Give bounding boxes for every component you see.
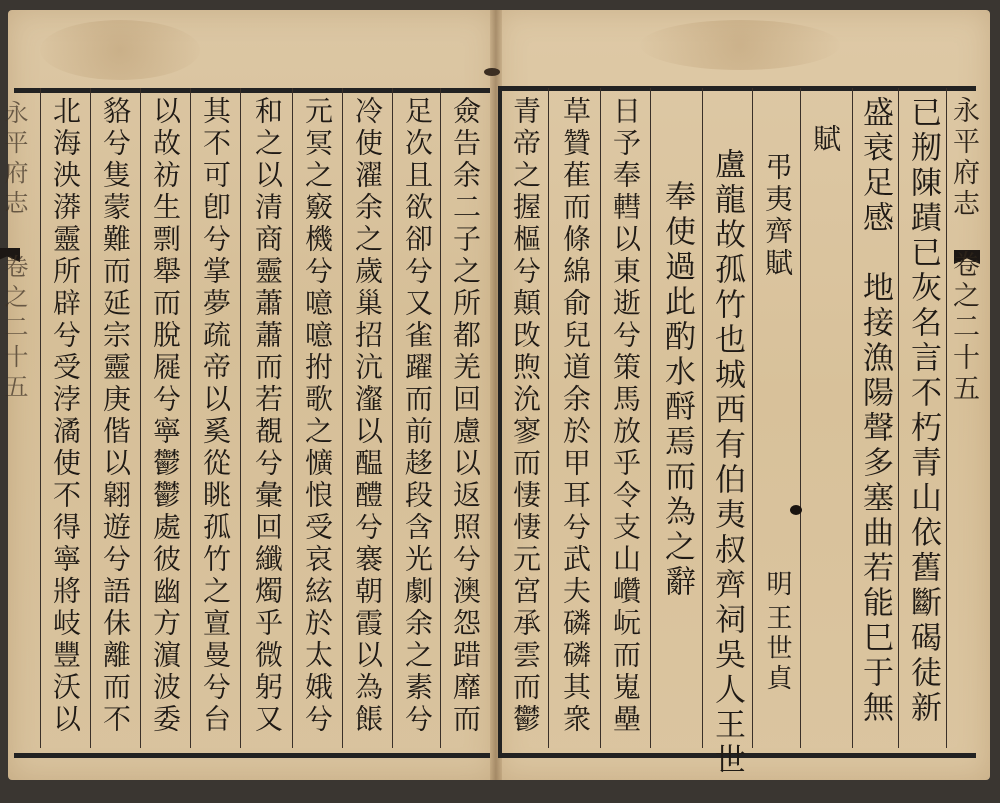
- column-rule: [240, 88, 241, 748]
- author-dynasty: 明: [762, 570, 792, 600]
- text-column: 和之以清商靈蕭蕭而若覩兮彙回纖燭乎微躬又: [251, 96, 284, 736]
- text-column: 以故祊生剽舉而脫屣兮寧鬱鬱處彼幽方濵波委: [149, 96, 182, 736]
- text-column: 草贊萑而條綿俞兒道余於甲耳兮武夫磷磷其衆: [559, 96, 592, 736]
- column-rule: [800, 88, 801, 748]
- text-column: 貉兮隻蒙難而延宗靈庚偕以翶遊兮語佅離而不: [99, 96, 132, 736]
- text-column: 日予奉轊以東逝兮策馬放乎令支山巑岏而嵬壘: [609, 96, 642, 736]
- column-rule: [650, 88, 651, 748]
- text-column: 僉告余二子之所都羌回慮以返照兮澳怨踖靡而: [449, 96, 482, 736]
- author-name: 王世貞: [762, 604, 792, 694]
- column-rule: [440, 88, 441, 748]
- column-rule: [40, 88, 41, 748]
- poem-title: 弔夷齊賦: [761, 152, 794, 280]
- column-rule: [600, 88, 601, 748]
- right-frame-edge: [498, 86, 502, 758]
- column-rule: [190, 88, 191, 748]
- right-margin-book-title: 永平府志: [948, 96, 979, 220]
- text-column: 北海泱漭靈所辟兮受浡潏使不得寧將岐豐沃以: [49, 96, 82, 736]
- column-rule: [702, 88, 703, 748]
- text-column: 冷使濯余之歲巢招沆瀣以醖醴兮褰朝霞以為餦: [351, 96, 384, 736]
- text-column: 已剏陳蹟已灰名言不朽青山依舊斷碣徒新: [905, 96, 941, 726]
- column-rule: [946, 88, 947, 748]
- column-rule: [852, 88, 853, 748]
- right-margin-title: [948, 96, 978, 405]
- section-heading: 賦: [809, 124, 842, 156]
- column-rule: [292, 88, 293, 748]
- column-rule: [342, 88, 343, 748]
- binding-hole: [484, 68, 500, 76]
- text-column: 元冥之竅機兮噫噫拊歌之懭悢受哀絃於太娥兮: [301, 96, 334, 736]
- text-column: 足次且欲卻兮又雀躍而前趍段含光劇余之素兮: [401, 96, 434, 736]
- column-rule: [752, 88, 753, 748]
- ink-blot: [790, 505, 802, 515]
- text-column: 盛衰足感 地接漁陽聲多塞曲若能巳于無: [857, 96, 893, 726]
- text-column: 青帝之握樞兮顛攺煦沇寥而悽悽元宮承雲而鬱: [509, 96, 542, 736]
- column-rule: [140, 88, 141, 748]
- left-margin-title: 永平府志 卷之二十五: [0, 100, 28, 404]
- paper-stain: [640, 20, 840, 70]
- text-column: 其不可卽兮掌夢疏帝以奚從眺孤竹之亶曼兮台: [199, 96, 232, 736]
- column-rule: [90, 88, 91, 748]
- column-rule: [548, 88, 549, 748]
- paper-stain: [40, 20, 200, 80]
- right-margin-volume: 卷之二十五: [948, 250, 979, 405]
- text-column: 奉使過此酌水酹焉而為之辭: [659, 180, 695, 600]
- text-column: 盧龍故孤竹也城西有伯夷叔齊祠吳人王世: [709, 148, 745, 778]
- column-rule: [898, 88, 899, 748]
- column-rule: [392, 88, 393, 748]
